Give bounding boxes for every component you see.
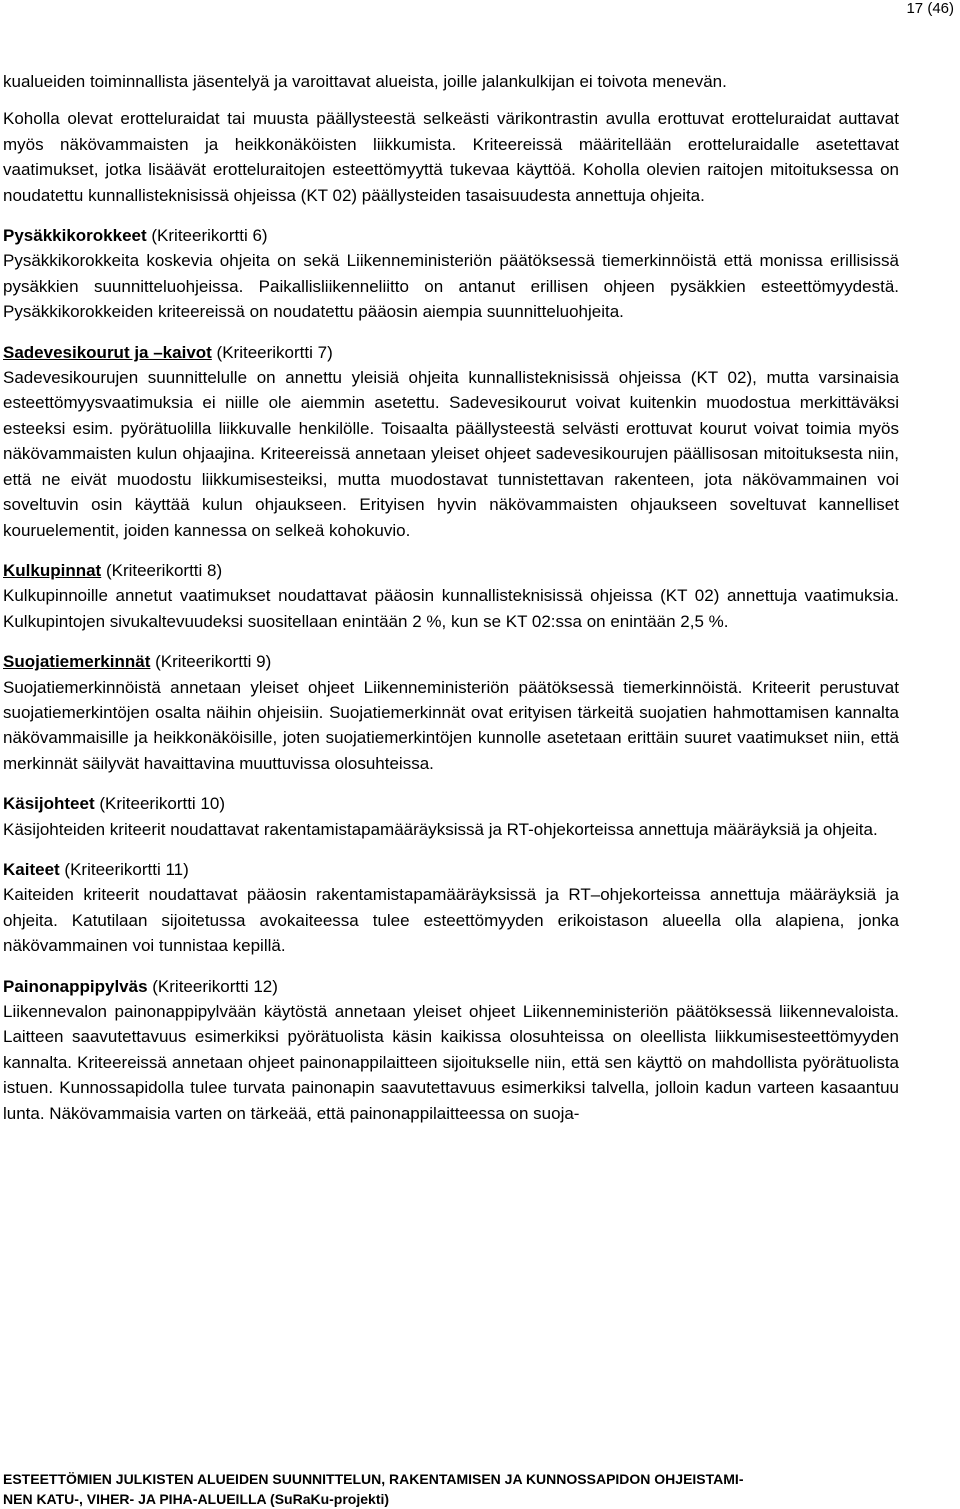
section-body: Liikennevalon painonappipylvään käytöstä annetaan yleiset ohjeet Liikenneministeriön päätöksessä liikennevaloista. Laitteen saavutettavuus esimerkiksi pyörätuolista käsin kaikissa olosuhteissa on oleellista liikkumisesteettömyyden kannalta. Kriteereissä annetaan ohjeet painonappilaitteen sijoitukselle niin, että sen käyttö on mahdollista pyörätuolista istuen. Kunnossapidolla tulee turvata painonapin saavutettavuus esimerkiksi talvella, jolloin kadun varteen kasaantuu lunta. Näkövammaisia varten on tärkeää, että painonappilaitteessa on suoja- [3,1002,899,1123]
section-heading [3,223,899,248]
section-pysakkikorokkeet [3,223,899,325]
section-kaiteet [3,857,899,959]
section-heading [3,857,899,882]
section-ref: (Kriteerikortti 6) [146,226,268,246]
section-kulkupinnat [3,558,899,634]
section-ref: (Kriteerikortti 9) [150,652,272,672]
section-body: Sadevesikourujen suunnittelulle on annettu yleisiä ohjeita kunnallisteknisissä ohjeissa (KT 02), mutta varsinaisia esteettömyysvaatimuksia ei niille ole aiemmin asetettu. Sadevesikourut voivat kuitenkin muodostua merkittäväksi esteeksi esim. pyörätuolilla liikkuvalle henkilölle. Toisaalta päällysteestä selvästi erottuvat kourut voivat toimia myös näkövammaisten kulun ohjaajina. Kriteereissä annetaan yleiset ohjeet sadevesikourujen päällisosan mitoituksesta niin, että ne eivät muodostu liikkumisesteiksi, mutta muodostavat tunnistettavan rakenteen, jota näkövammainen voi soveltuvin osin käyttää kulun ohjaukseen. Erityisen hyvin näkövammaisten ohjaukseen soveltuvat kannelliset kouruelementit, joiden kannessa on selkeä kohokuvio. [3,368,899,540]
section-title: Sadevesikourut ja –kaivot [3,342,212,362]
footer-line-1: ESTEETTÖMIEN JULKISTEN ALUEIDEN SUUNNITTELUN, RAKENTAMISEN JA KUNNOSSAPIDON OHJEISTAMI- [3,1471,744,1487]
section-ref: (Kriteerikortti 11) [59,859,189,879]
section-heading [3,649,899,674]
section-kasijohteet [3,791,899,842]
section-title: Kaiteet [3,859,60,879]
section-painonappipylvas [3,974,899,1126]
section-body: Kulkupinnoille annetut vaatimukset noudattavat pääosin kunnallisteknisissä ohjeissa (KT 02) annettuja vaatimuksia. Kulkupintojen sivukaltevuudeksi suositellaan enintään 2 %, kun se KT 02:ssa on enintään 2,5 %. [3,586,899,631]
section-title: Suojatiemerkinnät [3,652,151,672]
page-footer [3,1469,903,1509]
section-heading [3,340,899,365]
section-body: Kaiteiden kriteerit noudattavat pääosin rakentamistapamääräyksissä ja RT–ohjekorteissa annettuja määräyksiä ja ohjeita. Katutilaan sijoitetussa avokaiteessa tulee esteettömyyden erikoistason alueella olla alapiena, jonka näkövammainen voi tunnistaa kepillä. [3,885,899,956]
section-title: Kulkupinnat [3,560,102,580]
intro-paragraph-2: Koholla olevat erotteluraidat tai muusta päällysteestä selkeästi värikontrastin avulla erottuvat erotteluraidat auttavat myös näkövammaisten ja heikkonäköisten liikkumista. Kriteereissä määritellään erotteluraidalle asetettavat vaatimukset, jotka lisäävät erotteluraitojen esteettömyyttä tukevaa käyttöä. Koholla olevien raitojen mitoituksessa on noudatettu kunnallisteknisissä ohjeissa (KT 02) päällysteiden tasaisuudesta annettuja ohjeita. [3,109,899,205]
page-number: 17 (46) [906,0,954,17]
section-body: Pysäkkikorokkeita koskevia ohjeita on sekä Liikenneministeriön päätöksessä tiemerkinnöistä että monissa erillisissä pysäkkien suunnitteluohjeissa. Paikallisliikenneliitto on antanut erillisen ohjeen pysäkkien esteettömyydestä. Pysäkkikorokkeiden kriteereissä on noudatettu pääosin aiempia suunnitteluohjeita. [3,251,899,322]
section-body: Suojatiemerkinnöistä annetaan yleiset ohjeet Liikenneministeriön päätöksessä tiemerkinnöistä. Kriteerit perustuvat suojatiemerkintöjen osalta näihin ohjeisiin. Suojatiemerkinnät ovat erityisen tärkeitä suojatien hahmottamisen kannalta näkövammaisille ja heikkonäköisille, joten suojatiemerkintöjen kunnolle asetetaan erittäin suuret vaatimukset niin, että merkinnät säilyvät havaittavina muuttuvissa olosuhteissa. [3,677,899,773]
section-heading [3,974,899,999]
intro-paragraph-1: kualueiden toiminnallista jäsentelyä ja varoittavat alueista, joille jalankulkijan ei toivota menevän. [3,72,727,91]
document-body [3,69,899,1126]
section-ref: (Kriteerikortti 7) [211,342,333,362]
section-sadevesikourut [3,340,899,543]
section-ref: (Kriteerikortti 12) [147,976,278,996]
section-body: Käsijohteiden kriteerit noudattavat rakentamistapamääräyksissä ja RT-ohjekorteissa annettuja määräyksiä ja ohjeita. [3,819,878,839]
section-ref: (Kriteerikortti 8) [101,560,223,580]
section-ref: (Kriteerikortti 10) [94,794,226,814]
section-title: Painonappipylväs [3,976,148,996]
section-heading [3,791,899,816]
footer-line-2: NEN KATU-, VIHER- JA PIHA-ALUEILLA (SuRaKu-projekti) [3,1491,390,1507]
section-heading [3,558,899,583]
section-title: Käsijohteet [3,794,95,814]
section-title: Pysäkkikorokkeet [3,226,147,246]
section-suojatiemerkinnat [3,649,899,776]
